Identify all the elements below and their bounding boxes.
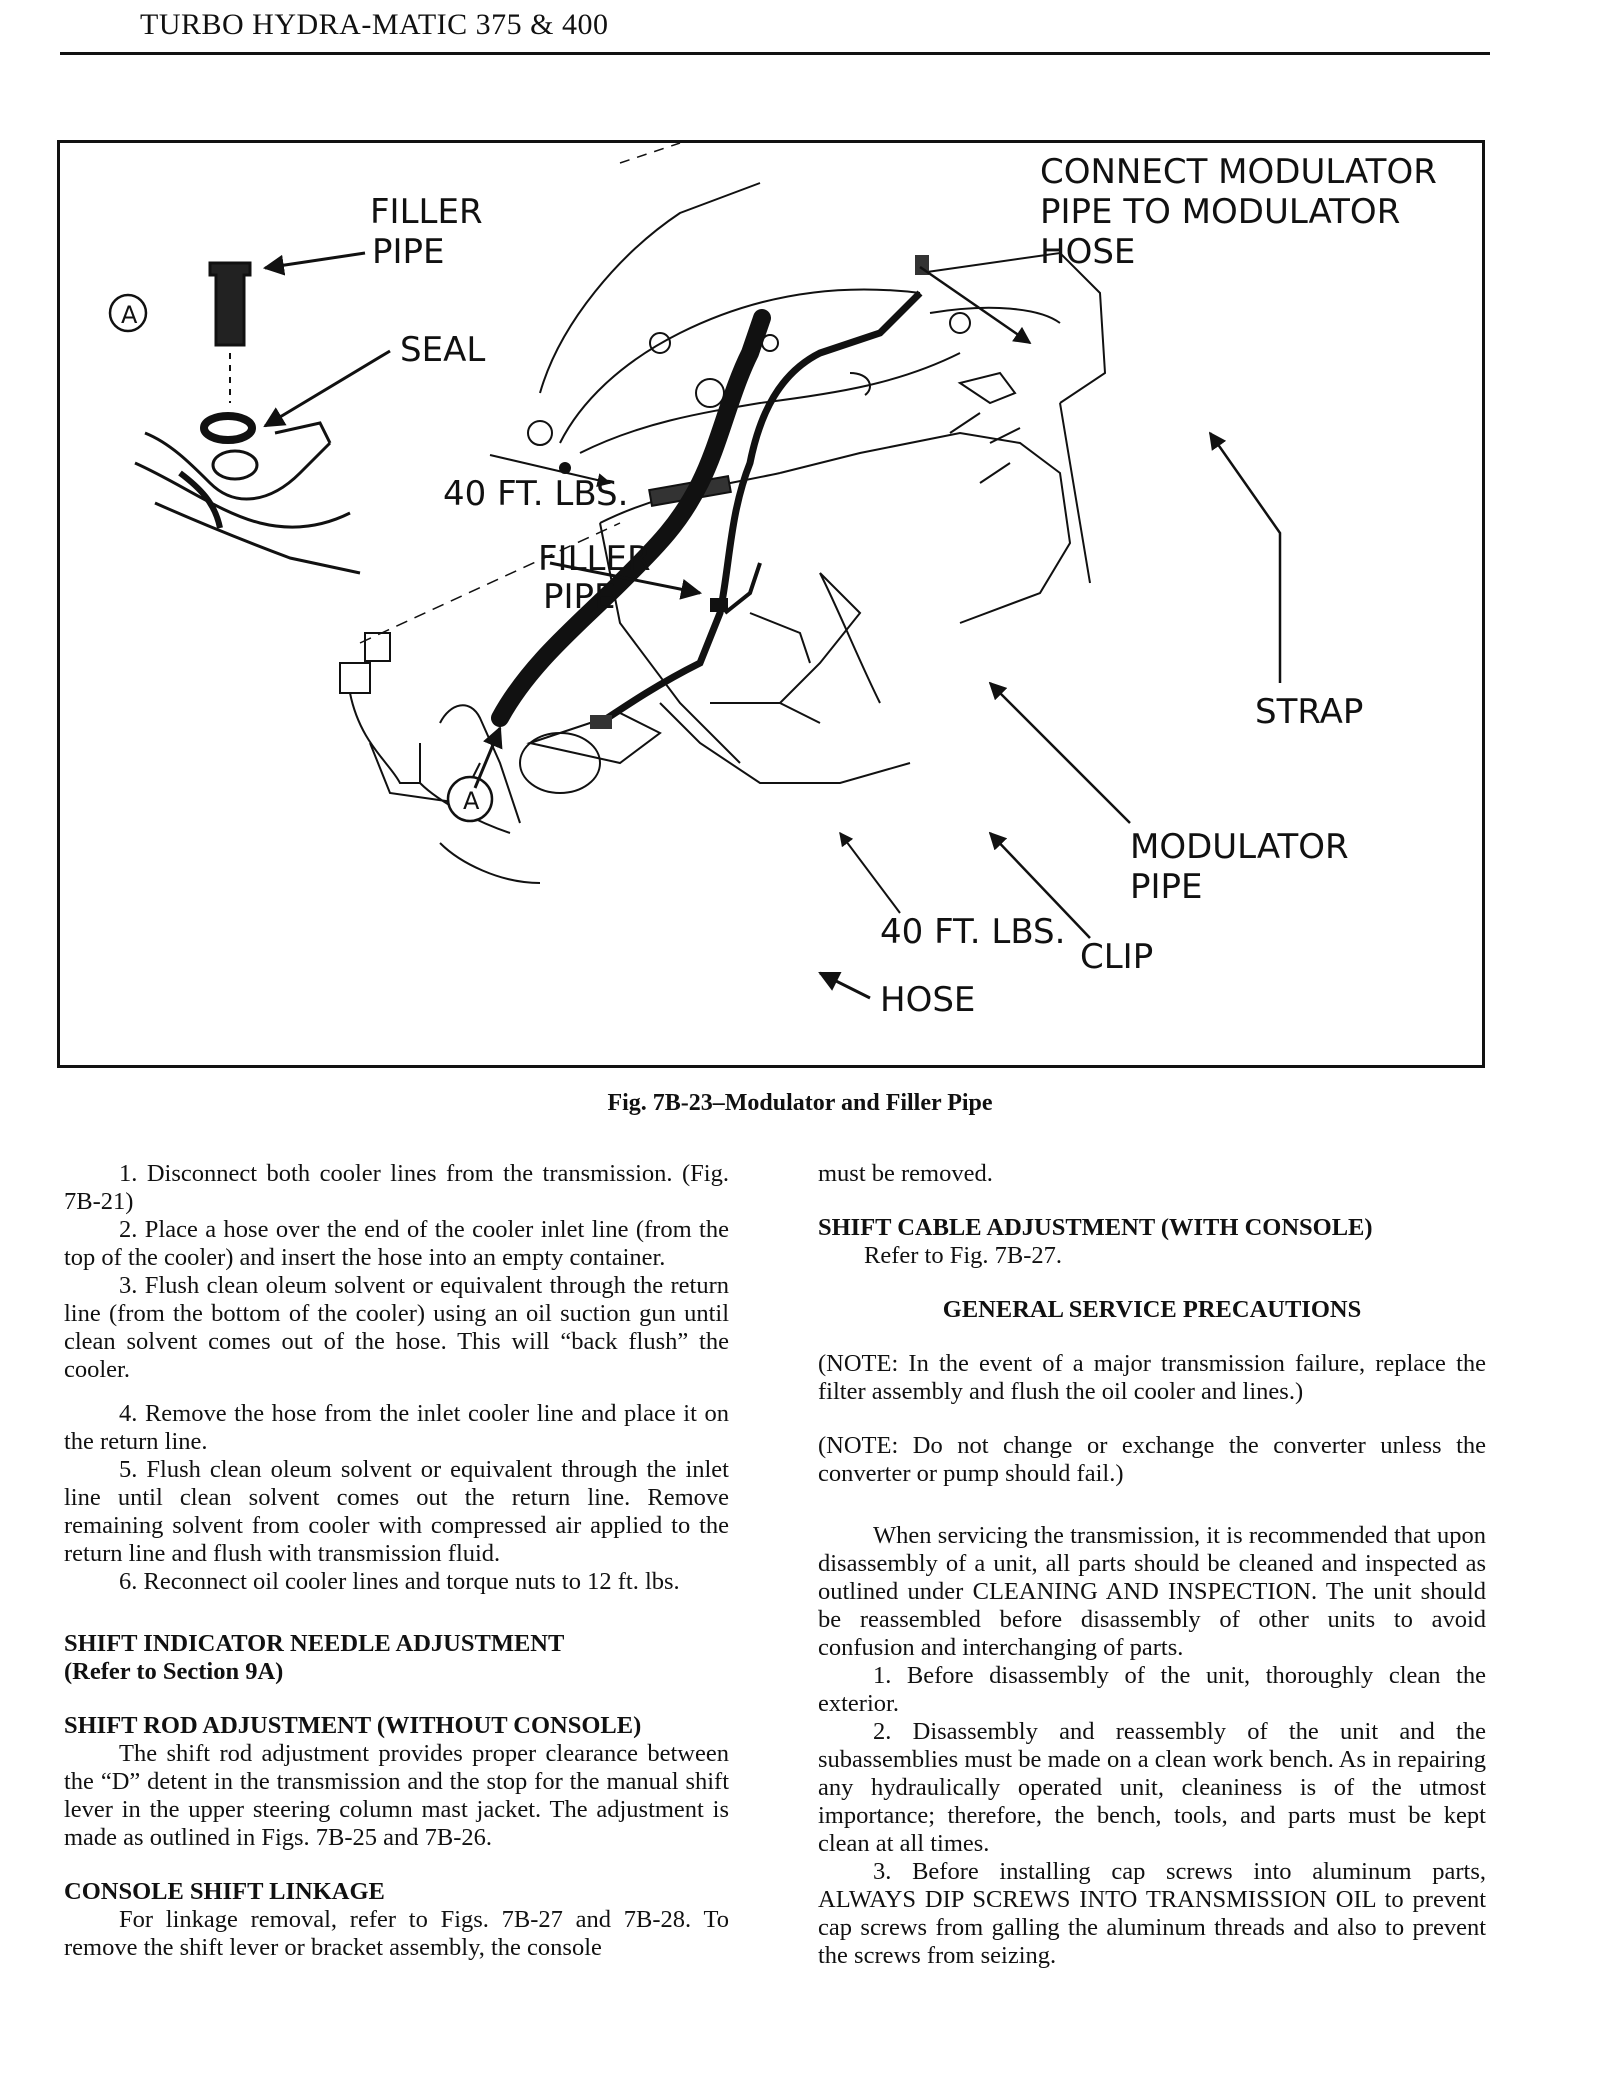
right-column: [818, 1160, 1486, 1970]
heading-shift-rod: SHIFT ROD ADJUSTMENT (WITHOUT CONSOLE): [64, 1712, 642, 1739]
heading-general-precautions: GENERAL SERVICE PRECAUTIONS: [942, 1296, 1362, 1323]
figure-caption: Fig. 7B-23–Modulator and Filler Pipe: [607, 1090, 993, 1116]
label-modulator-line2: PIPE: [1130, 867, 1203, 907]
figure-modulator-filler-pipe: [57, 140, 1485, 1068]
page-header-title: TURBO HYDRA-MATIC 375 & 400: [140, 8, 609, 41]
callout-a-top: [110, 295, 146, 331]
heading-shift-cable: SHIFT CABLE ADJUSTMENT (WITH CONSOLE): [818, 1214, 1373, 1241]
svg-text:A: A: [121, 301, 138, 329]
label-filler-top-line1: FILLER: [370, 192, 483, 232]
left-column: [64, 1160, 729, 1962]
label-hose: HOSE: [880, 980, 976, 1020]
heading-console-shift: CONSOLE SHIFT LINKAGE: [64, 1878, 385, 1905]
label-connect-line3: HOSE: [1040, 232, 1136, 272]
svg-text:A: A: [463, 787, 480, 815]
step-5: 5. Flush clean oleum solvent or equivalent through the inlet line until clean solvent comes out the return line. Remove remaining solvent from cooler with compressed air applied to the return line and flush with transmission fluid.: [64, 1456, 729, 1567]
precaution-3: 3. Before installing cap screws into aluminum parts, ALWAYS DIP SCREWS INTO TRANSMISSION OIL to prevent cap screws from galling the aluminum threads and also to prevent the screws from seizing.: [818, 1858, 1486, 1969]
inset-filler-pipe-detail: [135, 263, 360, 573]
continued-text: must be removed.: [818, 1160, 993, 1187]
label-torque-bottom: 40 FT. LBS.: [880, 912, 1066, 952]
shift-rod-text: The shift rod adjustment provides proper clearance between the “D” detent in the transmission and the stop for the manual shift lever in the upper steering column mast jacket. The adjustment is made as outlined in Figs. 7B-25 and 7B-26.: [64, 1740, 729, 1851]
servicing-text: When servicing the transmission, it is recommended that upon disassembly of a unit, all parts should be cleaned and inspected as outlined under CLEANING AND INSPECTION. The unit should be reassembled before disassembly of other units to avoid confusion and interchanging of parts.: [818, 1522, 1486, 1661]
label-strap: STRAP: [1255, 692, 1364, 732]
precaution-1: 1. Before disassembly of the unit, thoroughly clean the exterior.: [818, 1662, 1486, 1717]
label-filler-mid-line2: PIPE: [543, 577, 616, 617]
note-2: (NOTE: Do not change or exchange the converter unless the converter or pump should fail.): [818, 1432, 1486, 1487]
label-seal: SEAL: [400, 330, 486, 370]
label-filler-top-line2: PIPE: [372, 232, 445, 272]
note-1: (NOTE: In the event of a major transmission failure, replace the filter assembly and flush the oil cooler and lines.): [818, 1350, 1486, 1405]
shift-cable-text: Refer to Fig. 7B-27.: [864, 1242, 1063, 1269]
heading-shift-indicator: SHIFT INDICATOR NEEDLE ADJUSTMENT: [64, 1630, 565, 1657]
clip-body: [710, 598, 728, 612]
step-3: 3. Flush clean oleum solvent or equivalent through the return line (from the bottom of the cooler) using an oil suction gun until clean solvent comes out of the hose. This will “back flush” the cooler.: [64, 1272, 729, 1383]
hose-fitting: [590, 715, 612, 729]
modulator-pipe: [600, 293, 920, 723]
filler-pipe-main: [500, 318, 762, 718]
heading-shift-indicator-sub: (Refer to Section 9A): [64, 1658, 284, 1685]
label-filler-mid-line1: FILLER: [538, 539, 651, 579]
step-6: 6. Reconnect oil cooler lines and torque nuts to 12 ft. lbs.: [119, 1568, 680, 1595]
console-shift-text: For linkage removal, refer to Figs. 7B-27 and 7B-28. To remove the shift lever or bracket assembly, the console: [64, 1906, 729, 1961]
header-rule: [60, 52, 1490, 55]
label-connect-line2: PIPE TO MODULATOR: [1040, 192, 1401, 232]
label-clip: CLIP: [1080, 937, 1154, 977]
label-torque-top: 40 FT. LBS.: [443, 474, 629, 514]
precaution-2: 2. Disassembly and reassembly of the unit and the subassemblies must be made on a clean work bench. As in repairing any hydraulically operated unit, cleaniness is of the utmost importance; therefore, the bench, tools, and parts must be kept clean at all times.: [818, 1718, 1486, 1857]
label-connect-line1: CONNECT MODULATOR: [1040, 152, 1437, 192]
figure-illustration: [60, 143, 1488, 1071]
step-4: 4. Remove the hose from the inlet cooler line and place it on the return line.: [64, 1400, 729, 1455]
step-1: 1. Disconnect both cooler lines from the transmission. (Fig. 7B-21): [64, 1160, 729, 1215]
step-2: 2. Place a hose over the end of the cooler inlet line (from the top of the cooler) and insert the hose into an empty container.: [64, 1216, 729, 1271]
label-modulator-line1: MODULATOR: [1130, 827, 1349, 867]
